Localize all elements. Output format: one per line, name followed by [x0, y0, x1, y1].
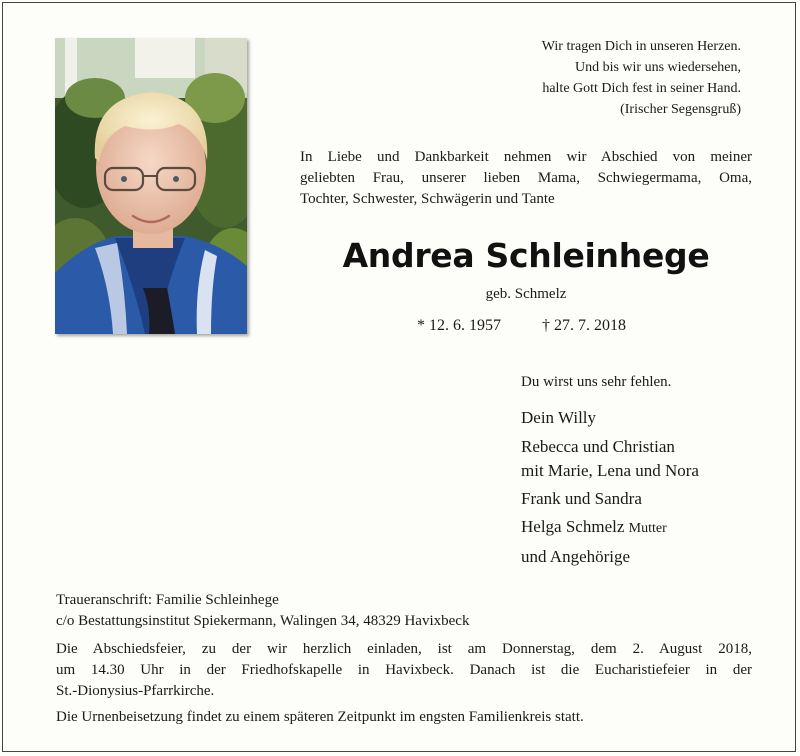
portrait-photo — [55, 38, 247, 334]
mourner: Rebecca und Christian — [521, 437, 675, 456]
burial-info: Die Urnenbeisetzung findet zu einem späteren Zeitpunkt im engsten Familienkreis statt. — [56, 709, 584, 725]
mourner: und Angehörige — [521, 547, 631, 566]
ceremony-info — [56, 639, 752, 702]
farewell-line: Du wirst uns sehr fehlen. — [521, 374, 672, 390]
intro-text — [300, 147, 752, 210]
quote-line: Wir tragen Dich in unseren Herzen. — [541, 39, 741, 54]
intro-line: geliebten Frau, unserer lieben Mama, Schwiegermama, Oma, — [300, 170, 752, 186]
mourners-list — [521, 406, 699, 569]
deceased-name: Andrea Schleinhege — [342, 236, 710, 275]
birth-name: geb. Schmelz — [485, 286, 567, 302]
mourner: Frank und Sandra — [521, 489, 642, 508]
ceremony-line: Die Abschiedsfeier, zu der wir herzlich einladen, ist am Donnerstag, dem 2. August 2018, — [56, 641, 752, 657]
mourner: Dein Willy — [521, 408, 597, 427]
obituary-notice — [2, 2, 796, 752]
ceremony-line: um 14.30 Uhr in der Friedhofskapelle in Havixbeck. Danach ist die Eucharistiefeier in der — [56, 662, 752, 678]
quote-source: (Irischer Segensgruß) — [620, 102, 741, 117]
quote-line: Und bis wir uns wiedersehen, — [574, 60, 741, 75]
quote-line: halte Gott Dich fest in seiner Hand. — [542, 81, 741, 96]
mourner — [521, 515, 699, 541]
birth-date: * 12. 6. 1957 — [417, 317, 501, 334]
mourner-name: Helga Schmelz — [521, 517, 625, 536]
mourner: mit Marie, Lena und Nora — [521, 461, 699, 480]
memorial-quote — [542, 36, 741, 120]
intro-line: Tochter, Schwester, Schwägerin und Tante — [300, 191, 555, 207]
mourning-address — [56, 590, 469, 632]
ceremony-line: St.-Dionysius-Pfarrkirche. — [56, 683, 215, 699]
death-date: † 27. 7. 2018 — [542, 317, 626, 334]
intro-line: In Liebe und Dankbarkeit nehmen wir Abschied von meiner — [300, 149, 752, 165]
address-line: c/o Bestattungsinstitut Spiekermann, Walingen 34, 48329 Havixbeck — [56, 613, 470, 629]
address-line: Traueranschrift: Familie Schleinhege — [56, 592, 279, 608]
mourner-relation: Mutter — [628, 521, 667, 536]
